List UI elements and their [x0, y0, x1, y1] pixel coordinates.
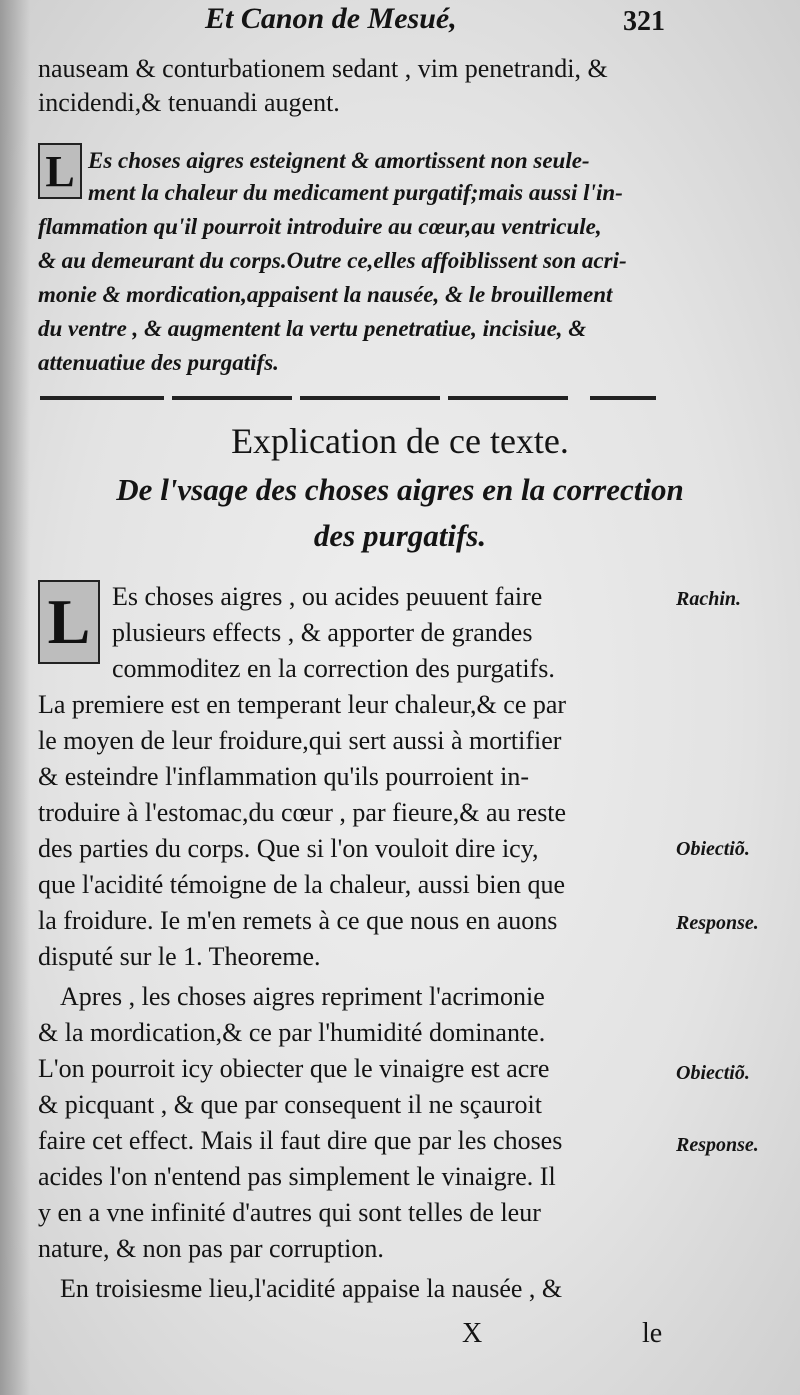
- body-line: faire cet effect. Mais il faut dire que par les choses: [38, 1126, 563, 1155]
- catchword: le: [642, 1318, 663, 1349]
- body-line: La premiere est en temperant leur chaleur,& ce par: [38, 690, 567, 719]
- decorated-initial: L: [38, 580, 100, 664]
- body-line: le moyen de leur froidure,qui sert aussi à mortifier: [38, 726, 562, 755]
- section-subtitle: des purgatifs.: [313, 518, 487, 553]
- body-line: disputé sur le 1. Theoreme.: [38, 942, 321, 971]
- body-line: L'on pourroit icy obiecter que le vinaigre est acre: [38, 1054, 550, 1083]
- italic-line: attenuatiue des purgatifs.: [38, 350, 279, 375]
- decorated-initial: L: [38, 143, 82, 199]
- italic-line: flammation qu'il pourroit introduire au cœur,au ventricule,: [38, 214, 602, 239]
- body-line: nature, & non pas par corruption.: [38, 1234, 384, 1263]
- divider-rule: [40, 396, 164, 400]
- marginal-note: Response.: [676, 912, 759, 934]
- section-subtitle: De l'vsage des choses aigres en la correction: [116, 472, 684, 507]
- body-line: la froidure. Ie m'en remets à ce que nous en auons: [38, 906, 558, 935]
- marginal-note: Obiectiõ.: [676, 1062, 750, 1084]
- page-gutter-shadow: [0, 0, 30, 1395]
- body-line: acides l'on n'entend pas simplement le vinaigre. Il: [38, 1162, 556, 1191]
- body-line: des parties du corps. Que si l'on vouloit dire icy,: [38, 834, 539, 863]
- italic-line: & au demeurant du corps.Outre ce,elles affoiblissent son acri-: [38, 248, 627, 273]
- divider-rule: [172, 396, 292, 400]
- text-line: incidendi,& tenuandi augent.: [38, 88, 340, 117]
- marginal-note: Response.: [676, 1134, 759, 1156]
- page-number: 321: [623, 6, 665, 37]
- body-line: & la mordication,& ce par l'humidité dominante.: [38, 1018, 546, 1047]
- divider-rule: [300, 396, 440, 400]
- marginal-note: Rachin.: [676, 588, 742, 610]
- body-line: que l'acidité témoigne de la chaleur, aussi bien que: [38, 870, 566, 899]
- divider-rule: [590, 396, 656, 400]
- signature-mark: X: [462, 1318, 483, 1349]
- body-line: plusieurs effects , & apporter de grandes: [112, 618, 533, 647]
- body-line: troduire à l'estomac,du cœur , par fieure,& au reste: [38, 798, 567, 827]
- italic-line: monie & mordication,appaisent la nausée, & le brouillement: [38, 282, 613, 307]
- running-header: [205, 2, 665, 42]
- text-line: nauseam & conturbationem sedant , vim penetrandi, &: [38, 54, 608, 83]
- italic-line: ment la chaleur du medicament purgatif;mais aussi l'in-: [88, 180, 623, 205]
- body-line: & esteindre l'inflammation qu'ils pourroient in-: [38, 762, 529, 791]
- body-line: y en a vne infinité d'autres qui sont telles de leur: [38, 1198, 541, 1227]
- marginal-note: Obiectiõ.: [676, 838, 750, 860]
- body-line: Es choses aigres , ou acides peuuent faire: [112, 582, 543, 611]
- italic-line: du ventre , & augmentent la vertu penetratiue, incisiue, &: [38, 316, 587, 341]
- body-line: & picquant , & que par consequent il ne sçauroit: [38, 1090, 542, 1119]
- body-line: commoditez en la correction des purgatifs.: [112, 654, 555, 683]
- italic-line: Es choses aigres esteignent & amortissent non seule-: [88, 148, 590, 173]
- running-title: Et Canon de Mesué,: [205, 2, 457, 35]
- section-title: Explication de ce texte.: [231, 421, 569, 461]
- body-line: Apres , les choses aigres repriment l'acrimonie: [60, 982, 545, 1011]
- divider-rule: [448, 396, 568, 400]
- body-line: En troisiesme lieu,l'acidité appaise la nausée , &: [60, 1274, 563, 1303]
